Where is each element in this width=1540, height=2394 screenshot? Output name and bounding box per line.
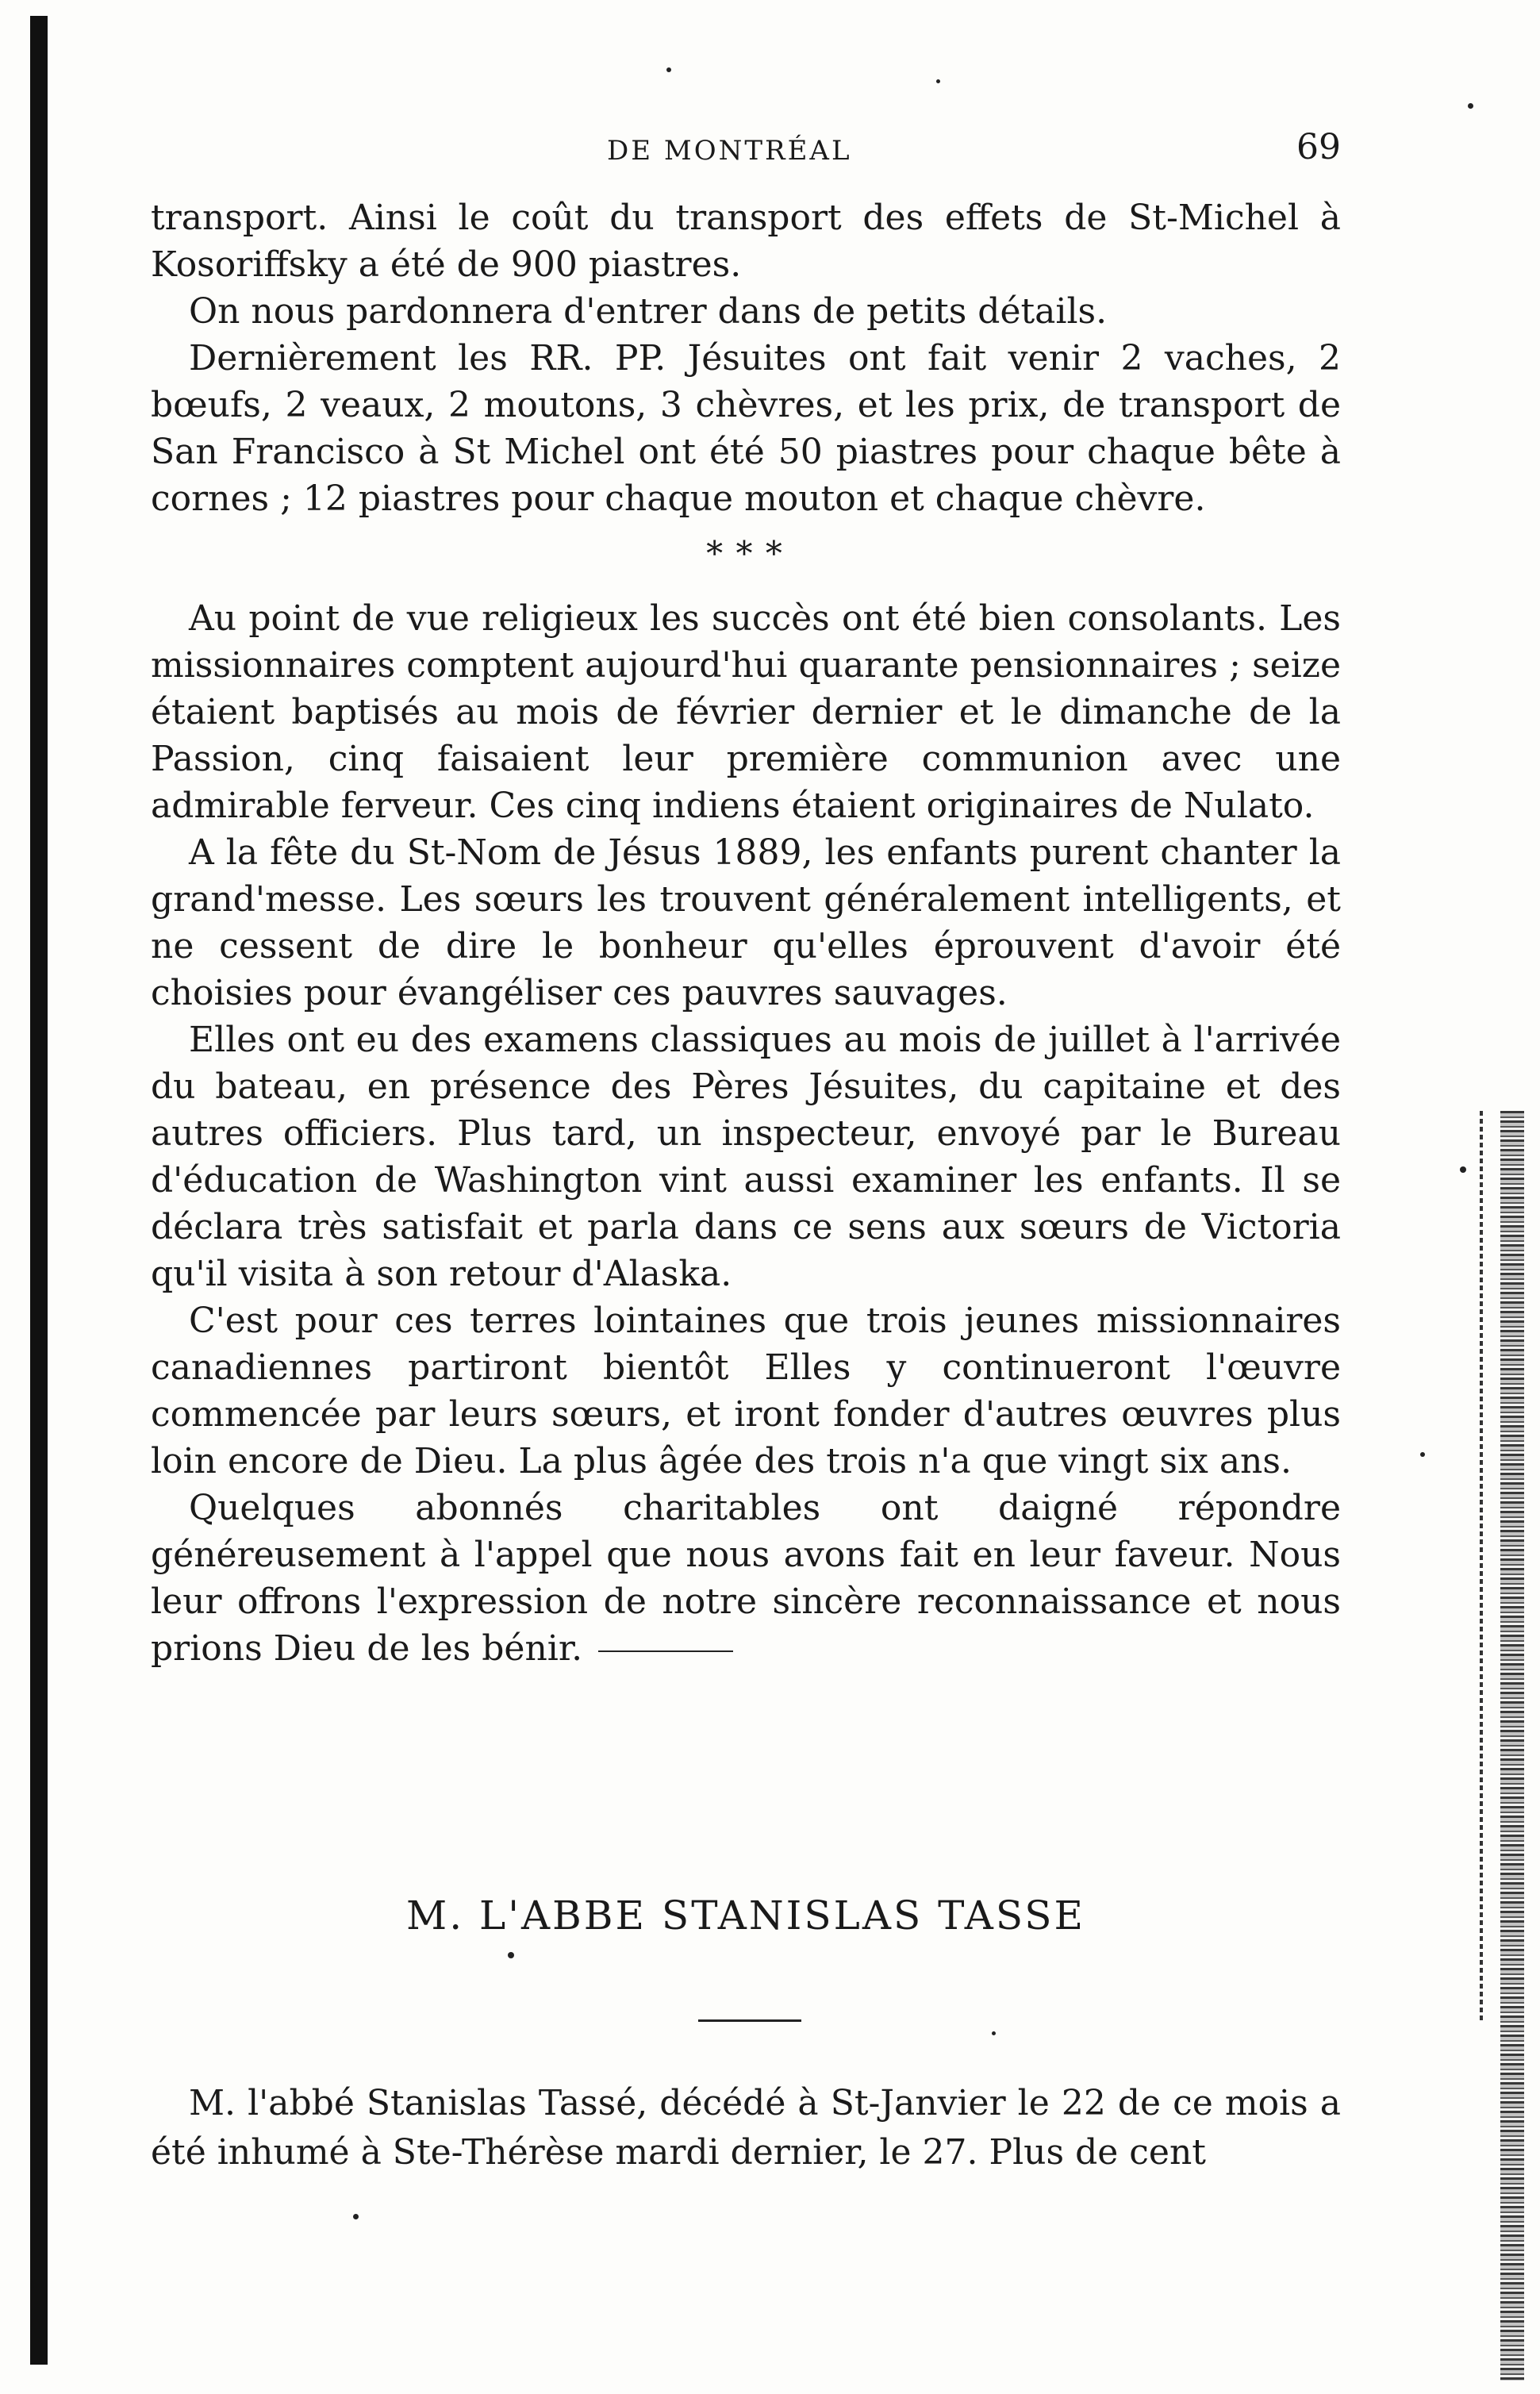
scan-speck <box>1460 1166 1466 1173</box>
running-head <box>151 127 1341 175</box>
end-rule <box>598 1650 733 1652</box>
scan-speck <box>992 2031 996 2035</box>
paragraph: A la fête du St-Nom de Jésus 1889, les enfants purent chanter la grand'messe. Les sœurs les trouvent généralement intelligents, et ne cessent de dire le bonheur qu'elles éprouvent d'avoir été choisies pour évangéliser ces pauvres sauvages. <box>151 832 1341 1013</box>
section-paragraph <box>151 2079 1341 2177</box>
scan-speck <box>353 2214 359 2219</box>
scan-speck <box>666 67 671 72</box>
running-title: DE MONTRÉAL <box>607 135 852 167</box>
section-rule <box>698 2019 801 2022</box>
page-number: 69 <box>1296 127 1341 167</box>
section-title: M. L'ABBE STANISLAS TASSE <box>406 1893 1085 1939</box>
paragraph: C'est pour ces terres lointaines que trois jeunes missionnaires canadiennes partiront bientôt Elles y continueront l'œuvre commencée par leurs sœurs, et iront fonder d'autres œuvres plus loin encore de Dieu. La plus âgée des trois n'a que vingt six ans. <box>151 1301 1341 1481</box>
asterism: * * * <box>706 534 785 573</box>
paragraph: transport. Ainsi le coût du transport des effets de St-Michel à Kosoriffsky a été de 900 piastres. <box>151 198 1341 285</box>
paragraph: Elles ont eu des examens classiques au mois de juillet à l'arrivée du bateau, en présence des Pères Jésuites, du capitaine et des autres officiers. Plus tard, un inspecteur, envoyé par le Bureau d'éducation de Washington vint aussi examiner les enfants. Il se déclara très satisfait et parla dans ce sens aux sœurs de Victoria qu'il visita à son retour d'Alaska. <box>151 1020 1341 1294</box>
scan-speck <box>1420 1452 1425 1457</box>
scan-speck <box>508 1952 514 1958</box>
paragraph-last <box>151 1485 1341 1672</box>
binding-edge <box>30 16 48 2365</box>
paragraph: Au point de vue religieux les succès ont été bien consolants. Les missionnaires comptent aujourd'hui quarante pensionnaires ; seize étaient baptisés au mois de février dernier et le dimanche de la Passion, cinq faisaient leur première communion avec une admirable ferveur. Ces cinq indiens étaient originaires de Nulato. <box>151 598 1341 826</box>
paragraph-text: Quelques abonnés charitables ont daigné répondre généreusement à l'appel que nous avons fait en leur faveur. Nous leur offrons l'expression de notre sincère reconnaissance et nous prions Dieu de les bénir. <box>151 1488 1341 1669</box>
scan-speck <box>1468 103 1473 109</box>
scan-speck <box>936 79 940 83</box>
paragraph: On nous pardonnera d'entrer dans de petits détails. <box>189 291 1108 332</box>
paragraph: M. l'abbé Stanislas Tassé, décédé à St-Janvier le 22 de ce mois a été inhumé à Ste-Thérèse mardi dernier, le 27. Plus de cent <box>151 2083 1341 2173</box>
scan-edge-line <box>1480 1111 1483 2023</box>
article-body <box>151 194 1341 1672</box>
paragraph: Dernièrement les RR. PP. Jésuites ont fait venir 2 vaches, 2 bœufs, 2 veaux, 2 moutons, 3 chèvres, et les prix, de transport de San Francisco à St Michel ont été 50 piastres pour chaque bête à cornes ; 12 piastres pour chaque mouton et chaque chèvre. <box>151 338 1341 519</box>
scan-edge-noise <box>1500 1111 1524 2381</box>
